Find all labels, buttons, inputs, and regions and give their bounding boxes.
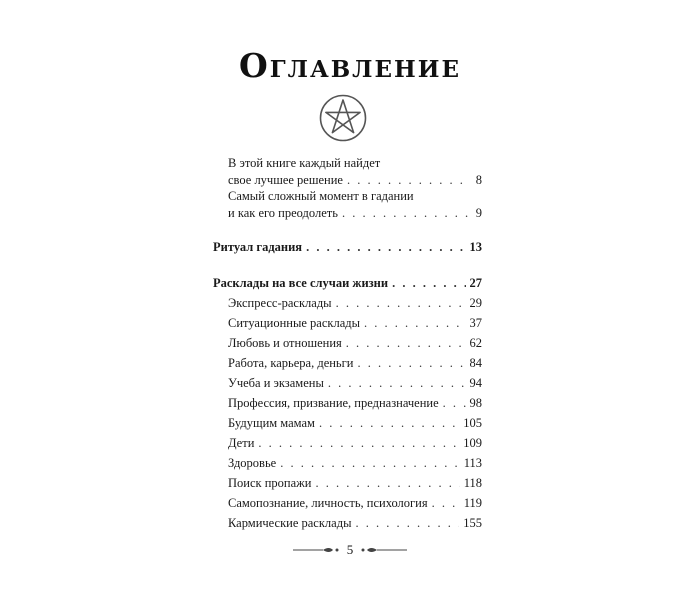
toc-entry[interactable] xyxy=(228,515,482,532)
ornament-icon xyxy=(293,545,339,555)
toc-entry-text: Здоровье xyxy=(228,456,277,470)
toc-section-ritual[interactable] xyxy=(213,239,482,256)
toc-page-number: 119 xyxy=(463,496,482,510)
toc-page-number: 27 xyxy=(469,276,482,290)
toc-entry-text: Будущим мамам xyxy=(228,416,315,430)
toc-entry[interactable] xyxy=(228,435,482,452)
toc-page-number: 29 xyxy=(469,296,482,310)
toc-page-number: 8 xyxy=(475,173,482,187)
toc-entry[interactable] xyxy=(228,495,482,512)
toc-entry-text: Любовь и отношения xyxy=(228,336,342,350)
page-number: 5 xyxy=(346,542,354,557)
toc-entry[interactable] xyxy=(228,475,482,492)
toc-entry-intro-2[interactable] xyxy=(228,188,482,222)
dot-leader xyxy=(306,239,465,256)
page-title: Оглавление xyxy=(239,46,461,85)
toc-page-number: 109 xyxy=(463,436,482,450)
toc-page-number: 62 xyxy=(469,336,482,350)
toc-entry-text: Работа, карьера, деньги xyxy=(228,356,354,370)
toc-entry-text: и как его преодолеть xyxy=(228,206,338,220)
toc-entry-text: свое лучшее решение xyxy=(228,173,343,187)
toc-page-number: 155 xyxy=(463,516,482,530)
toc-page-number: 113 xyxy=(463,456,482,470)
dot-leader xyxy=(355,515,459,532)
ornament-icon xyxy=(361,545,407,555)
dot-leader xyxy=(319,415,459,432)
toc-entry-text: Расклады на все случаи жизни xyxy=(213,276,389,290)
dot-leader xyxy=(392,275,465,292)
toc-entry[interactable] xyxy=(228,415,482,432)
toc-page-number: 84 xyxy=(469,356,482,370)
dot-leader xyxy=(342,205,468,222)
toc-entry-intro-1[interactable] xyxy=(228,155,482,189)
toc-entry[interactable] xyxy=(228,395,482,412)
toc-entry[interactable] xyxy=(228,315,482,332)
toc-entry[interactable] xyxy=(228,455,482,472)
dot-leader xyxy=(357,355,465,372)
toc-entry-text: Поиск пропажи xyxy=(228,476,312,490)
dot-leader xyxy=(364,315,465,332)
toc-page-number: 118 xyxy=(463,476,482,490)
dot-leader xyxy=(346,335,466,352)
toc-entry[interactable] xyxy=(228,375,482,392)
toc-page-number: 94 xyxy=(469,376,482,390)
dot-leader xyxy=(336,295,466,312)
dot-leader xyxy=(347,172,468,189)
dot-leader xyxy=(258,435,459,452)
toc-entry-text: Самопознание, личность, психология xyxy=(228,496,428,510)
toc-entry-text: Кармические расклады xyxy=(228,516,352,530)
toc-entry-text: Учеба и экзамены xyxy=(228,376,324,390)
toc-entry-text: Экспресс-расклады xyxy=(228,296,332,310)
toc-page-number: 13 xyxy=(469,240,482,254)
toc-entry[interactable] xyxy=(228,355,482,372)
toc-entry[interactable] xyxy=(228,295,482,312)
dot-leader xyxy=(315,475,459,492)
dot-leader xyxy=(328,375,466,392)
toc-entry-text: Профессия, призвание, предназначение xyxy=(228,396,439,410)
toc-page-number: 98 xyxy=(469,396,482,410)
dot-leader xyxy=(432,495,460,512)
toc-page-number: 9 xyxy=(475,206,482,220)
toc-entry-text: Самый сложный момент в гадании xyxy=(228,189,414,203)
page-footer xyxy=(0,542,700,558)
toc-entry[interactable] xyxy=(228,335,482,352)
toc-entry-text: В этой книге каждый найдет xyxy=(228,156,381,170)
toc-page-number: 105 xyxy=(463,416,482,430)
toc-entry-text: Ситуационные расклады xyxy=(228,316,361,330)
toc-section-spreads[interactable] xyxy=(213,275,482,292)
dot-leader xyxy=(280,455,459,472)
dot-leader xyxy=(443,395,466,412)
toc-entry-text: Ритуал гадания xyxy=(213,240,303,254)
toc-entry-text: Дети xyxy=(228,436,255,450)
toc-page-number: 37 xyxy=(469,316,482,330)
